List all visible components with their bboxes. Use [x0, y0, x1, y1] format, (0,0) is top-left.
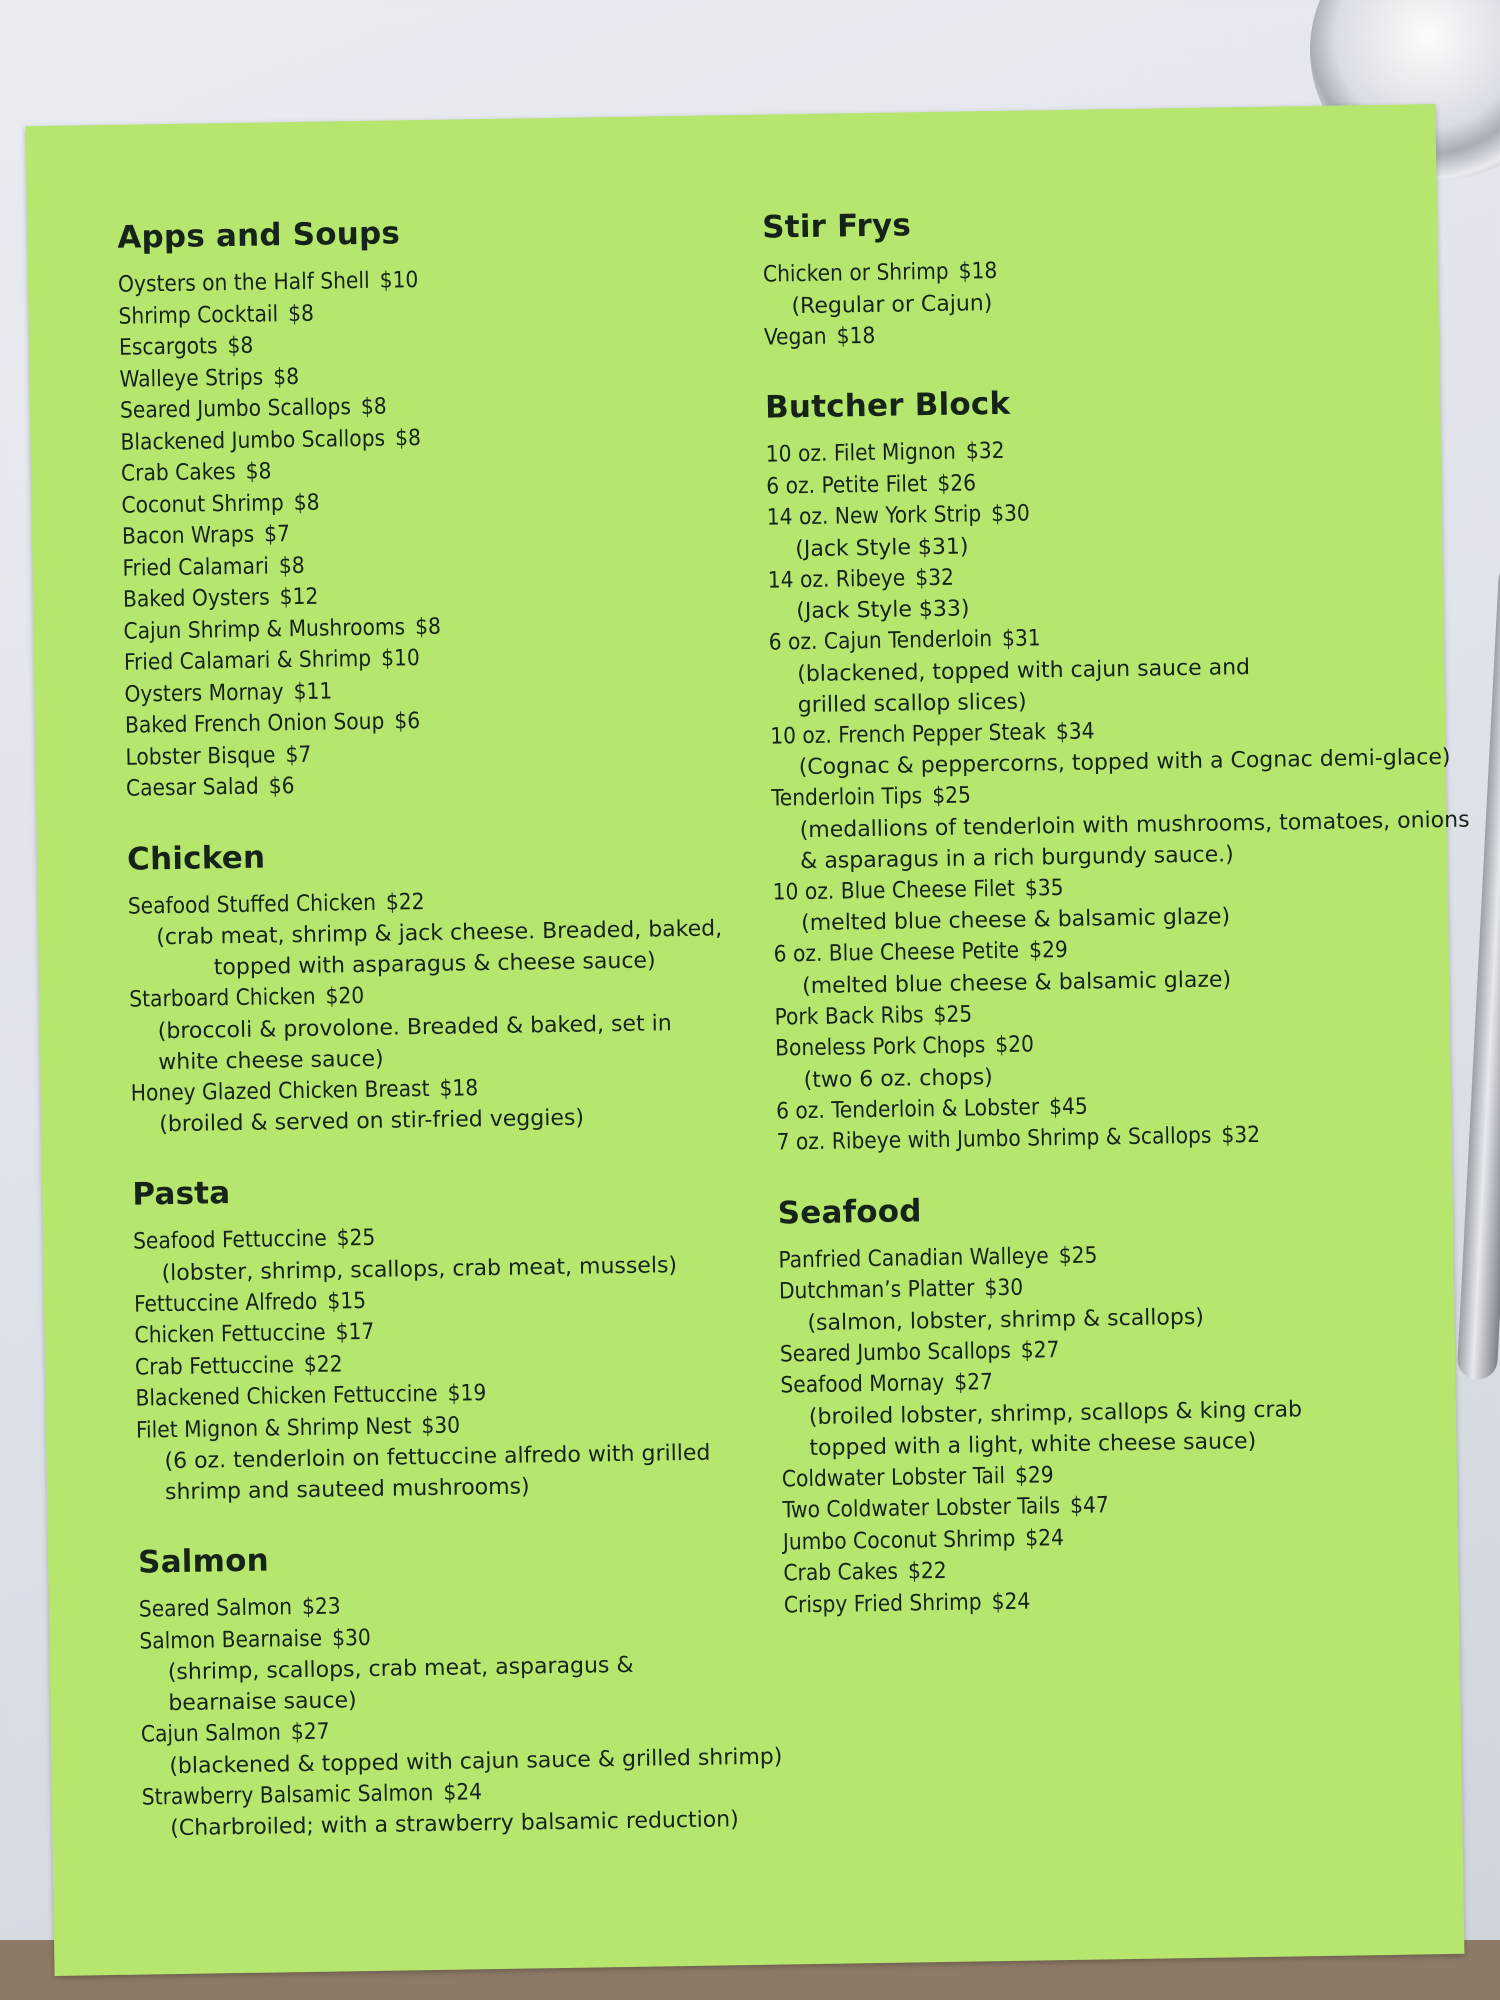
menu-section-stir-frys [762, 199, 1424, 353]
item-name: Shrimp Cocktail [118, 300, 279, 330]
item-price: $30 [990, 500, 1031, 528]
item-name: Escargots [118, 333, 218, 361]
item-description: topped with asparagus & cheese sauce) [213, 948, 656, 981]
item-price: $6 [394, 708, 421, 735]
item-name: Pork Back Ribs [774, 1001, 924, 1031]
item-name: Baked Oysters [122, 584, 270, 613]
item-description: & asparagus in a rich burgundy sauce.) [800, 841, 1234, 874]
item-price: $18 [958, 257, 998, 285]
item-price: $15 [327, 1287, 367, 1315]
item-description: bearnaise sauce) [168, 1688, 357, 1717]
item-price: $29 [1028, 936, 1069, 964]
section-title: Butcher Block [764, 385, 1011, 426]
item-price: $32 [1221, 1121, 1261, 1149]
item-price: $22 [907, 1557, 947, 1585]
item-price: $22 [303, 1350, 343, 1378]
item-price: $8 [394, 424, 422, 451]
item-name: Walleye Strips [119, 363, 264, 393]
item-description: (Jack Style $33) [796, 596, 970, 625]
item-name: Salmon Bearnaise [139, 1625, 323, 1655]
item-price: $29 [1014, 1461, 1054, 1489]
item-name: Fried Calamari & Shrimp [123, 645, 372, 676]
item-description: (two 6 oz. chops) [803, 1064, 993, 1093]
item-name: Cajun Shrimp & Mushrooms [123, 613, 406, 645]
item-price: $10 [379, 267, 419, 294]
item-price: $32 [965, 437, 1005, 465]
item-price: $30 [984, 1274, 1024, 1302]
item-price: $26 [937, 469, 977, 497]
item-description: (melted blue cheese & balsamic glaze) [801, 966, 1232, 999]
item-description: white cheese sauce) [158, 1046, 384, 1075]
item-price: $8 [287, 300, 315, 327]
item-name: 7 oz. Ribeye with Jumbo Shrimp & Scallops [776, 1122, 1212, 1156]
item-name: Oysters Mornay [124, 678, 284, 708]
item-name: Seared Salmon [138, 1594, 293, 1623]
item-name: Strawberry Balsamic Salmon [141, 1779, 434, 1811]
menu-section-chicken [127, 831, 772, 1141]
section-title: Apps and Soups [117, 215, 401, 256]
item-name: Boneless Pork Chops [774, 1032, 986, 1062]
item-description: (blackened, topped with cajun sauce and [797, 654, 1251, 687]
item-name: Bacon Wraps [121, 521, 255, 550]
section-title: Pasta [132, 1175, 231, 1213]
item-name: 10 oz. Blue Cheese Filet [772, 875, 1016, 906]
item-price: $35 [1024, 874, 1064, 902]
menu-section-butcher-block [764, 379, 1470, 1159]
item-price: $7 [263, 521, 291, 548]
item-price: $11 [293, 677, 333, 705]
item-description: (Regular or Cajun) [791, 290, 993, 319]
item-price: $18 [439, 1074, 479, 1102]
item-description: (Cognac & peppercorns, topped with a Cognac demi-glace) [798, 744, 1451, 781]
item-price: $24 [991, 1588, 1031, 1615]
item-price: $8 [227, 332, 254, 360]
item-name: Panfried Canadian Walleye [778, 1242, 1049, 1273]
item-price: $23 [301, 1593, 341, 1621]
item-name: 6 oz. Tenderloin & Lobster [775, 1093, 1040, 1125]
item-description: grilled scallop slices) [797, 689, 1027, 718]
item-price: $8 [245, 458, 272, 485]
item-name: Coldwater Lobster Tail [781, 1462, 1006, 1492]
item-price: $20 [325, 982, 365, 1010]
item-price: $25 [1058, 1241, 1098, 1269]
menu-sheet [26, 104, 1470, 1976]
item-price: $8 [414, 613, 442, 640]
item-description: (lobster, shrimp, scallops, crab meat, mussels) [161, 1252, 678, 1286]
item-description: (crab meat, shrimp & jack cheese. Breaded, baked, [156, 916, 723, 951]
item-name: Starboard Chicken [129, 983, 316, 1013]
item-name: Seared Jumbo Scallops [119, 394, 352, 424]
item-name: Caesar Salad [125, 773, 260, 802]
item-price: $27 [954, 1369, 994, 1396]
item-price: $12 [279, 583, 319, 611]
item-name: Chicken or Shrimp [762, 258, 949, 288]
section-title: Seafood [777, 1192, 922, 1232]
item-price: $10 [380, 645, 420, 672]
item-description: topped with a light, white cheese sauce) [809, 1428, 1257, 1461]
item-name: Seared Jumbo Scallops [779, 1337, 1012, 1367]
item-name: Crab Fettuccine [134, 1351, 295, 1381]
item-name: Lobster Bisque [125, 741, 276, 771]
item-description: (Charbroiled; with a strawberry balsamic reduction) [170, 1807, 739, 1842]
menu-column-right [761, 199, 1470, 1657]
menu-section-pasta [132, 1167, 777, 1509]
item-name: Baked French Onion Soup [124, 708, 385, 739]
item-name: 14 oz. Ribeye [767, 564, 906, 594]
item-price: $27 [290, 1718, 330, 1746]
item-name: Chicken Fettuccine [134, 1319, 326, 1349]
item-description: (blackened & topped with cajun sauce & grilled shrimp) [169, 1744, 783, 1779]
item-description: (broiled lobster, shrimp, scallops & king crab [808, 1396, 1303, 1430]
item-price: $17 [335, 1318, 375, 1346]
table-knife [1457, 560, 1500, 1381]
item-price: $25 [933, 1000, 973, 1028]
item-name: Jumbo Coconut Shrimp [782, 1525, 1016, 1555]
item-price: $25 [336, 1224, 376, 1252]
item-description: shrimp and sauteed mushrooms) [164, 1474, 530, 1506]
menu-section-salmon [138, 1535, 783, 1845]
menu-column-left [117, 210, 783, 1881]
item-description: (broccoli & provolone. Breaded & baked, set in [157, 1010, 672, 1044]
item-name: Crispy Fried Shrimp [783, 1588, 982, 1618]
item-description: (salmon, lobster, shrimp & scallops) [807, 1304, 1205, 1336]
item-name: 10 oz. Filet Mignon [765, 438, 957, 468]
item-name: Seafood Mornay [780, 1369, 945, 1399]
item-name: 6 oz. Petite Filet [766, 470, 928, 500]
item-name: Tenderloin Tips [771, 783, 923, 812]
item-price: $24 [1025, 1524, 1065, 1552]
item-price: $25 [932, 782, 972, 810]
item-name: Oysters on the Half Shell [117, 267, 370, 298]
item-name: Blackened Jumbo Scallops [120, 425, 386, 456]
item-name: Vegan [763, 323, 827, 351]
item-price: $47 [1069, 1492, 1109, 1519]
item-name: Blackened Chicken Fettuccine [135, 1380, 438, 1412]
item-name: Seafood Fettuccine [132, 1225, 327, 1255]
item-price: $31 [1001, 625, 1041, 652]
item-price: $8 [293, 489, 320, 516]
item-price: $32 [915, 564, 955, 591]
item-price: $8 [273, 363, 300, 390]
item-price: $19 [447, 1380, 487, 1407]
item-name: Crab Cakes [120, 458, 236, 487]
item-price: $20 [995, 1031, 1035, 1059]
item-price: $24 [443, 1778, 483, 1806]
item-description: (broiled & served on stir-fried veggies) [159, 1105, 585, 1138]
item-name: Seafood Stuffed Chicken [127, 889, 377, 920]
item-price: $30 [421, 1412, 461, 1439]
item-name: Fried Calamari [122, 552, 270, 582]
item-name: Honey Glazed Chicken Breast [130, 1075, 430, 1107]
item-name: Crab Cakes [783, 1558, 899, 1587]
item-description: (Jack Style $31) [795, 533, 969, 562]
item-price: $30 [331, 1624, 371, 1652]
item-price: $27 [1020, 1336, 1060, 1364]
item-description: (medallions of tenderloin with mushrooms, tomatoes, onions [799, 807, 1470, 843]
item-name: 14 oz. New York Strip [766, 501, 982, 531]
section-title: Chicken [126, 839, 266, 878]
menu-section-seafood [777, 1185, 1444, 1622]
item-description: (melted blue cheese & balsamic glaze) [800, 904, 1231, 937]
item-price: $8 [278, 552, 305, 579]
item-name: 6 oz. Blue Cheese Petite [773, 937, 1020, 968]
item-price: $7 [285, 741, 312, 768]
section-title: Salmon [137, 1542, 270, 1581]
section-title: Stir Frys [761, 207, 912, 246]
item-price: $18 [836, 322, 876, 349]
item-price: $22 [385, 888, 425, 916]
item-description: (6 oz. tenderloin on fettuccine alfredo with grilled [164, 1440, 711, 1475]
item-price: $34 [1055, 717, 1095, 745]
item-price: $45 [1048, 1093, 1089, 1120]
item-description: (shrimp, scallops, crab meat, asparagus & [167, 1652, 634, 1686]
item-name: Dutchman’s Platter [778, 1275, 975, 1305]
item-name: Coconut Shrimp [121, 489, 284, 519]
item-price: $8 [360, 393, 387, 420]
item-name: Fettuccine Alfredo [133, 1288, 318, 1318]
item-name: Cajun Salmon [140, 1719, 282, 1748]
item-name: Filet Mignon & Shrimp Nest [135, 1412, 412, 1444]
item-name: 6 oz. Cajun Tenderloin [768, 626, 993, 656]
item-name: 10 oz. French Pepper Steak [770, 718, 1047, 750]
item-price: $6 [268, 773, 295, 800]
item-name: Two Coldwater Lobster Tails [782, 1493, 1061, 1524]
menu-section-apps-and-soups [117, 210, 766, 805]
